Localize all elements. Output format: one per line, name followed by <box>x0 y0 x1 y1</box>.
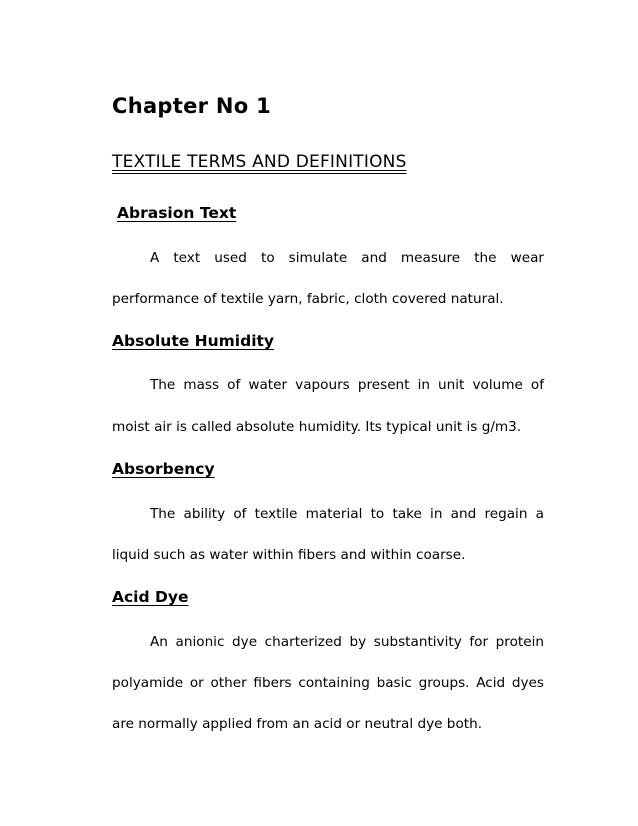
chapter-heading: Chapter No 1 <box>112 94 272 118</box>
definition-line: moist air is called absolute humidity. Its typical unit is g/m3. <box>112 419 522 435</box>
section-title: TEXTILE TERMS AND DEFINITIONS <box>112 152 407 172</box>
term-heading-acid-dye: Acid Dye <box>112 588 189 606</box>
definition-line: liquid such as water within fibers and within coarse. <box>112 547 466 563</box>
definition-line: A text used to simulate and measure the wear <box>150 250 544 266</box>
term-heading-absorbency: Absorbency <box>112 460 215 478</box>
definition-line: The ability of textile material to take in and regain a <box>150 506 544 522</box>
definition-line: performance of textile yarn, fabric, cloth covered natural. <box>112 291 504 307</box>
definition-line: polyamide or other fibers containing basic groups. Acid dyes <box>112 675 544 691</box>
definition-line: The mass of water vapours present in unit volume of <box>150 377 544 393</box>
term-heading-abrasion-text: Abrasion Text <box>117 204 237 222</box>
definition-line: An anionic dye charterized by substantivity for protein <box>150 634 544 650</box>
term-heading-absolute-humidity: Absolute Humidity <box>112 332 275 350</box>
definition-line: are normally applied from an acid or neutral dye both. <box>112 716 483 732</box>
